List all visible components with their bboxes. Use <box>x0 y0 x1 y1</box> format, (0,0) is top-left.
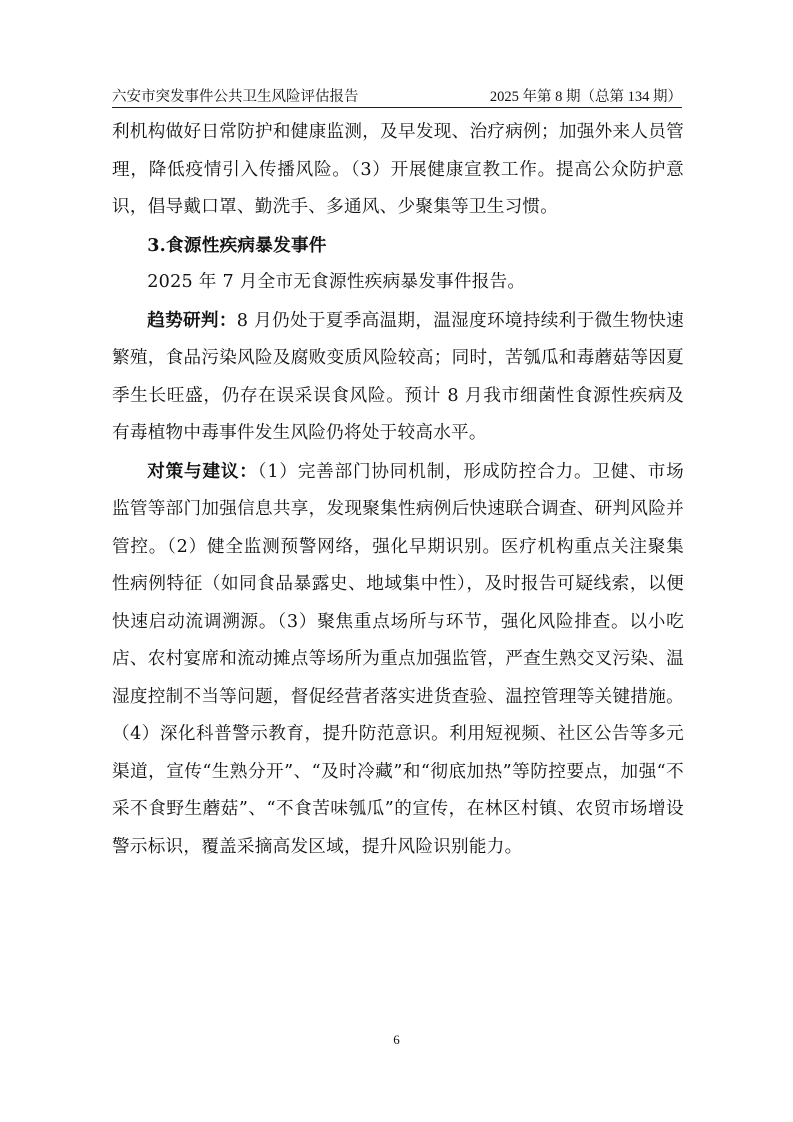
document-body <box>112 114 684 866</box>
running-header <box>112 86 682 108</box>
trend-paragraph <box>112 302 684 453</box>
section-heading: 3.食源性疾病暴发事件 <box>147 234 327 256</box>
page-number: 6 <box>393 1032 400 1047</box>
header-divider <box>112 107 682 108</box>
trend-text: 8 月仍处于夏季高温期，温湿度环境持续利于微生物快速繁殖，食品污染风险及腐败变质风险较高；同时，苦瓠瓜和毒蘑菇等因夏季生长旺盛，仍存在误采误食风险。预计 8 月我市细菌性食源性疾病及有毒植物中毒事件发生风险仍将处于较高水平。 <box>112 310 684 443</box>
recommendation-label: 对策与建议： <box>147 460 258 482</box>
summary-paragraph: 2025 年 7 月全市无食源性疾病暴发事件报告。 <box>147 272 526 292</box>
recommendation-text: （1）完善部门协同机制，形成防控合力。卫健、市场监管等部门加强信息共享，发现聚集性病例后快速联合调查、研判风险并管控。（2）健全监测预警网络，强化早期识别。医疗机构重点关注聚集性病例特征（如同食品暴露史、地域集中性），及时报告可疑线索，以便快速启动流调溯源。（3）聚焦重点场所与环节，强化风险排查。以小吃店、农村宴席和流动摊点等场所为重点加强监管，严查生熟交叉污染、温湿度控制不当等问题，督促经营者落实进货查验、温控管理等关键措施。（4）深化科普警示教育，提升防范意识。利用短视频、社区公告等多元渠道，宣传“生熟分开”、“及时冷藏”和“彻底加热”等防控要点，加强“不采不食野生蘑菇”、“不食苦味瓠瓜”的宣传，在林区村镇、农贸市场增设警示标识，覆盖采摘高发区域，提升风险识别能力。 <box>112 461 684 857</box>
recommendation-paragraph <box>112 453 684 867</box>
trend-label: 趋势研判： <box>147 309 237 331</box>
report-title: 六安市突发事件公共卫生风险评估报告 <box>112 89 359 105</box>
issue-number: 2025 年第 8 期（总第 134 期） <box>489 89 682 105</box>
continued-paragraph: 利机构做好日常防护和健康监测，及早发现、治疗病例；加强外来人员管理，降低疫情引入传播风险。（3）开展健康宣教工作。提高公众防护意识，倡导戴口罩、勤洗手、多通风、少聚集等卫生习惯。 <box>112 122 684 217</box>
